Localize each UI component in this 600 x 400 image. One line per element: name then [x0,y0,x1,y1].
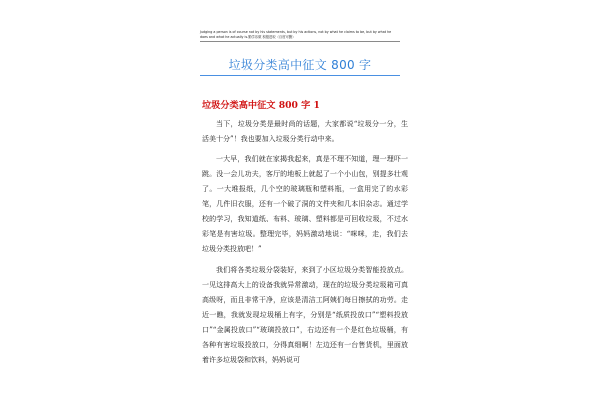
header-divider [200,41,400,42]
page-header-quote: Judging a person is of course not by his statements, but by his actions, not by what he claims to be, but by what he does and what he actually is.勤学乐做 积极进取（百度可删） [200,30,392,39]
document-page [190,22,410,400]
document-title: 垃圾分类高中征文 800 字 [228,58,372,73]
paragraph: 当下，垃圾分类是最时尚的话题，大家都说“垃圾分一分，生活美十分”！我也要加入垃圾分类行动中来。 [202,120,408,144]
title-underline [200,75,400,76]
section-heading: 垃圾分类高中征文 800 字 1 [202,100,320,112]
paragraph: 一大早，我们就在家揭我起来，真是不理不知道，理一理吓一跳。没一会儿功夫，客厅的地板上就起了一个小山包，别提多壮观了。一大堆报纸，几个空的玻璃瓶和塑料瓶，一盒用完了的水彩笔，几件旧衣服，还有一个破了洞的文件夹和几本旧杂志。通过学校的学习，我知道纸、布料、玻璃、塑料都是可回收垃圾，不过水彩笔是有害垃圾。整理完毕，妈妈激动地说：“咪咪，走，我们去垃圾分类投放吧！” [202,155,408,254]
paragraph: 我们将各类垃圾分袋装好，来到了小区垃圾分类智能投放点。一见这排高大上的设备我就异常激动，现在的垃圾分类垃圾箱可真高级呀，而且非常干净，应该是清洁工阿姨们每日擦拭的功劳。走近一瞧，我就发现垃圾桶上有字，分别是“纸质投放口”“塑料投放口”“金属投放口”“玻璃投放口”，右边还有一个是红色垃圾桶，有各种有害垃圾投放口，分得真细啊！左边还有一台售货机，里面放着许多垃圾袋和饮料，妈妈说可 [202,266,408,365]
